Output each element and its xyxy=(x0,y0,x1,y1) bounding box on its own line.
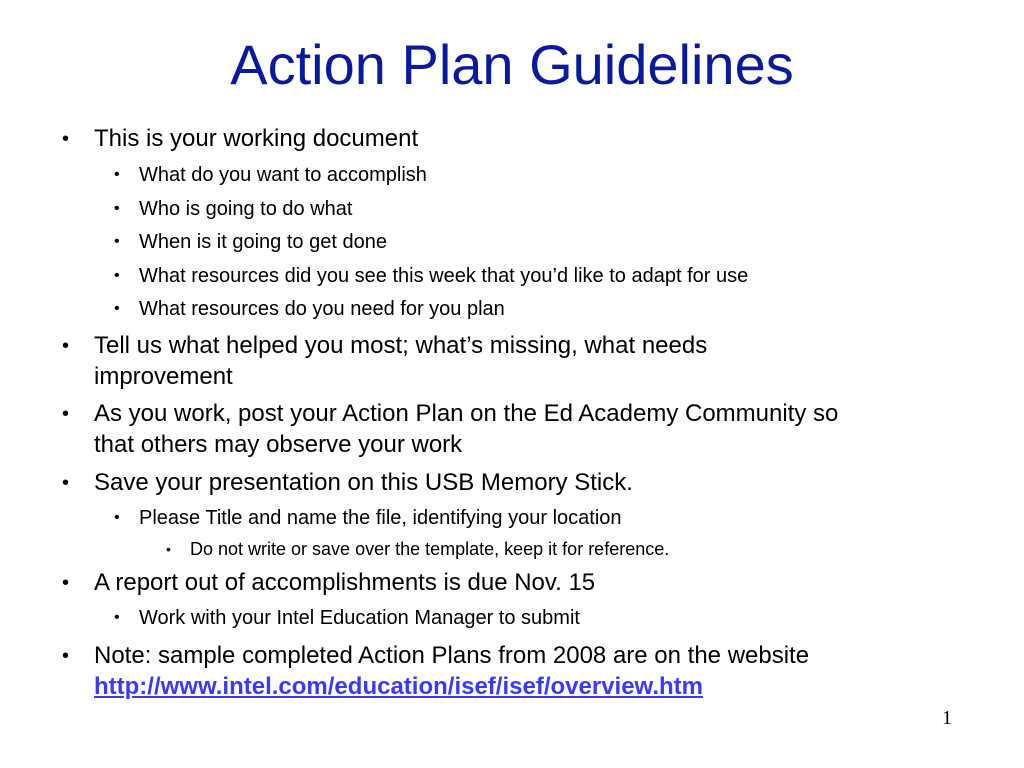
bullet-dot-icon: • xyxy=(62,128,70,150)
website-link[interactable]: http://www.intel.com/education/isef/isef/overview.htm xyxy=(94,673,703,700)
bullet-dot-icon: • xyxy=(114,300,120,317)
bullet-save-presentation xyxy=(62,468,633,498)
bullet-report-due xyxy=(62,568,596,598)
bullet-dot-icon: • xyxy=(62,645,70,667)
slide-title: Action Plan Guidelines xyxy=(230,33,794,96)
bullet-text: that others may observe your work xyxy=(94,431,463,458)
bullet-working-document xyxy=(62,124,419,154)
bullet-dot-icon: • xyxy=(62,403,70,425)
sub-bullet-title-file xyxy=(114,505,622,531)
bullet-dot-icon: • xyxy=(114,200,120,217)
bullet-text: improvement xyxy=(94,363,233,390)
sub-bullet-accomplish xyxy=(114,162,427,188)
sub-bullet-submit xyxy=(114,605,580,631)
bullet-text: Save your presentation on this USB Memory Stick. xyxy=(94,469,633,496)
bullet-dot-icon: • xyxy=(114,267,120,284)
bullet-text: Please Title and name the file, identifying your location xyxy=(139,507,622,529)
bullet-text: What do you want to accomplish xyxy=(139,164,427,186)
bullet-text: Work with your Intel Education Manager to submit xyxy=(139,607,580,629)
bullet-dot-icon: • xyxy=(114,609,120,626)
bullet-sample-plans-link-line xyxy=(94,672,703,702)
bullet-dot-icon: • xyxy=(166,541,171,557)
bullet-feedback xyxy=(62,331,708,361)
bullet-text: What resources do you need for you plan xyxy=(139,298,505,320)
bullet-sample-plans xyxy=(62,641,810,671)
bullet-text: Who is going to do what xyxy=(139,198,353,220)
bullet-text: As you work, post your Action Plan on the Ed Academy Community so xyxy=(94,400,839,427)
sub-bullet-when xyxy=(114,229,387,255)
bullet-text: Note: sample completed Action Plans from 2008 are on the website xyxy=(94,642,810,669)
bullet-text: A report out of accomplishments is due Nov. 15 xyxy=(94,569,596,596)
bullet-text: When is it going to get done xyxy=(139,231,387,253)
bullet-dot-icon: • xyxy=(114,233,120,250)
bullet-feedback-continued xyxy=(94,362,233,392)
sub-bullet-resources-needed xyxy=(114,296,505,322)
bullet-dot-icon: • xyxy=(62,472,70,494)
bullet-text: What resources did you see this week that you’d like to adapt for use xyxy=(139,265,749,287)
sub-sub-bullet-template xyxy=(166,538,670,560)
bullet-post-plan-continued xyxy=(94,430,462,460)
page-number: 1 xyxy=(942,707,952,729)
bullet-dot-icon: • xyxy=(114,166,120,183)
bullet-text: Do not write or save over the template, keep it for reference. xyxy=(190,539,670,559)
bullet-text: Tell us what helped you most; what’s missing, what needs xyxy=(94,332,708,359)
bullet-dot-icon: • xyxy=(62,572,70,594)
bullet-post-plan xyxy=(62,399,839,429)
bullet-dot-icon: • xyxy=(114,509,120,526)
bullet-text: This is your working document xyxy=(94,125,419,152)
sub-bullet-who xyxy=(114,196,353,222)
bullet-dot-icon: • xyxy=(62,335,70,357)
sub-bullet-resources-seen xyxy=(114,263,749,289)
